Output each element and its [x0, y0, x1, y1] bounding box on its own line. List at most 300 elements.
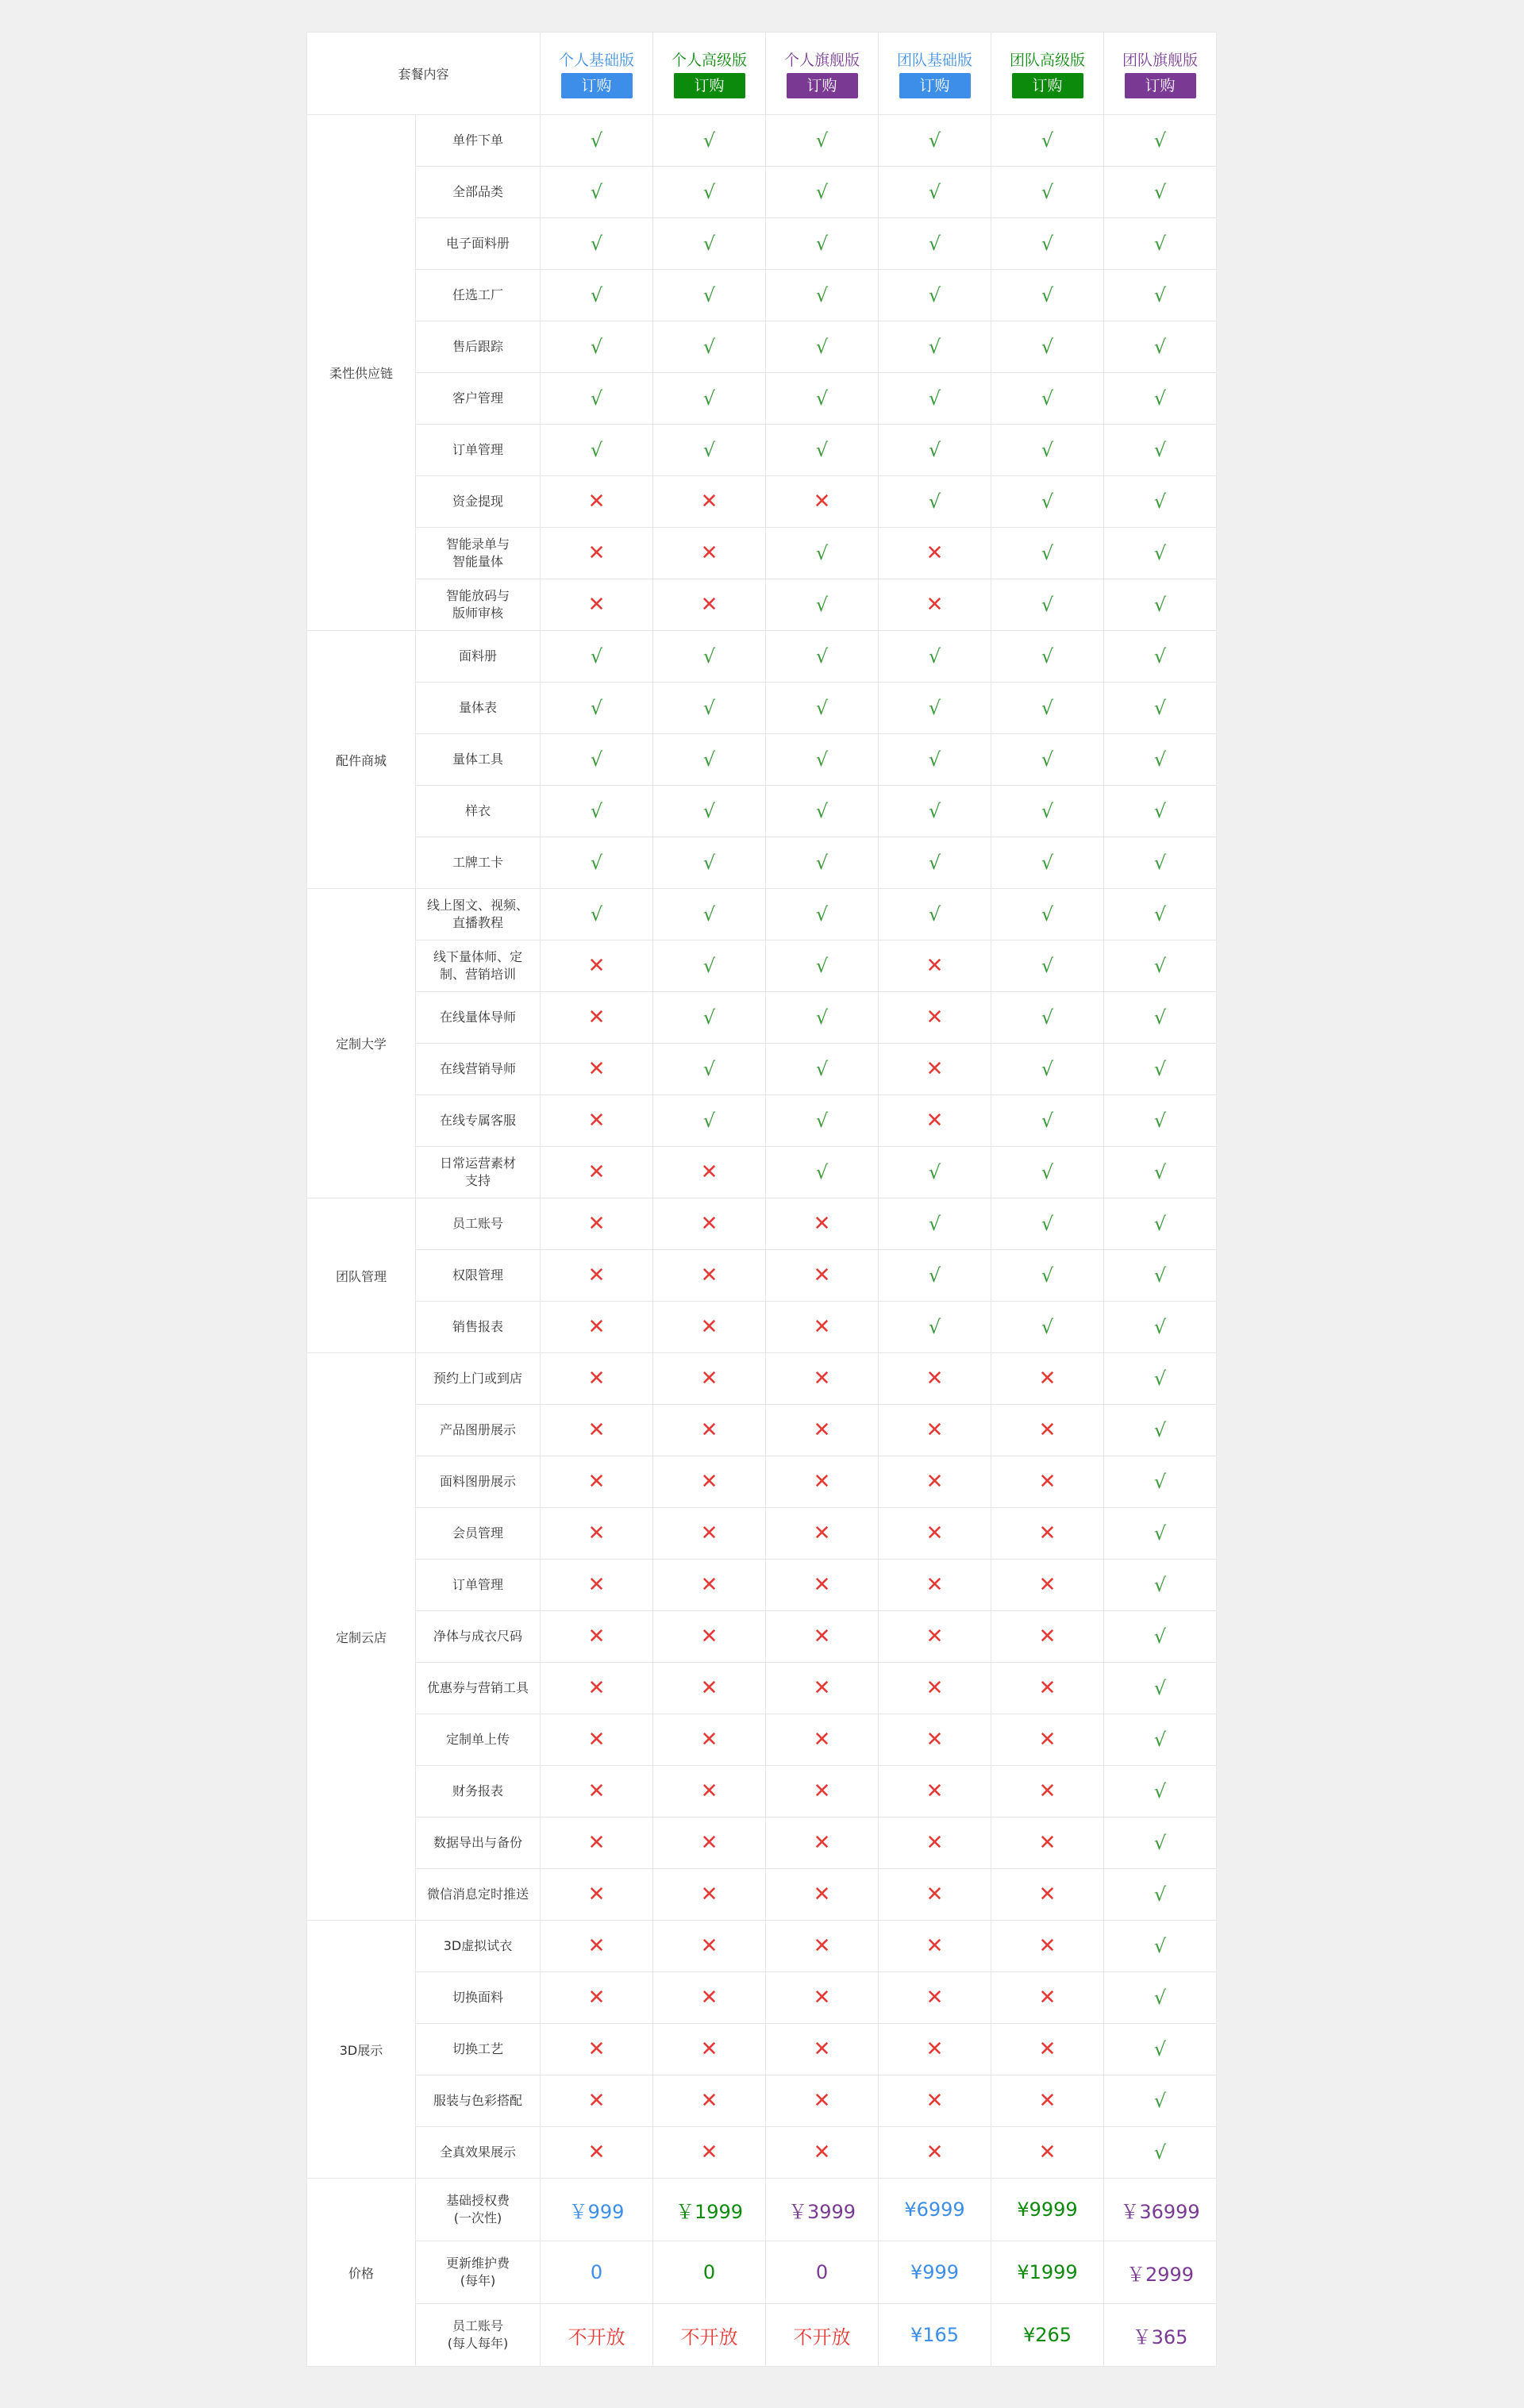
- check-icon: √: [815, 955, 829, 977]
- feature-cell: [1104, 476, 1217, 528]
- check-icon: √: [1153, 284, 1167, 306]
- check-icon: √: [1041, 748, 1054, 771]
- buy-button[interactable]: 订购: [787, 73, 858, 98]
- check-icon: √: [1153, 233, 1167, 255]
- feature-cell: [766, 2127, 879, 2179]
- feature-label: 全部品类: [416, 167, 541, 218]
- feature-cell: [653, 1560, 766, 1611]
- check-icon: √: [928, 1161, 941, 1183]
- feature-cell: [653, 683, 766, 734]
- check-icon: √: [815, 1058, 829, 1080]
- check-icon: √: [1041, 181, 1054, 203]
- feature-cell: [991, 1508, 1104, 1560]
- feature-cell: [766, 528, 879, 579]
- feature-cell: [653, 631, 766, 683]
- plan-name: 团队基础版: [897, 52, 973, 69]
- check-icon: √: [702, 129, 716, 152]
- cross-icon: ✕: [587, 2037, 606, 2061]
- check-icon: √: [928, 852, 941, 874]
- check-icon: √: [702, 800, 716, 822]
- feature-cell: [991, 1302, 1104, 1353]
- plan-header: [766, 33, 879, 115]
- feature-label: 量体工具: [416, 734, 541, 786]
- cross-icon: ✕: [587, 541, 606, 565]
- price-row: [307, 2304, 1217, 2367]
- feature-label: 电子面料册: [416, 218, 541, 270]
- cross-icon: ✕: [926, 1779, 944, 1803]
- feature-cell: [879, 1611, 991, 1663]
- feature-cell: [991, 425, 1104, 476]
- feature-cell: [653, 2024, 766, 2075]
- check-icon: √: [702, 1006, 716, 1029]
- table-row: [307, 425, 1217, 476]
- check-icon: √: [1153, 1471, 1167, 1493]
- cross-icon: ✕: [587, 1006, 606, 1029]
- check-icon: √: [1153, 903, 1167, 925]
- feature-label: 线上图文、视频、 直播教程: [416, 889, 541, 941]
- plan-name: 团队高级版: [1010, 52, 1086, 69]
- price-value: ¥165: [879, 2304, 991, 2367]
- cross-icon: ✕: [813, 2141, 831, 2164]
- feature-cell: [541, 1353, 653, 1405]
- feature-label: 样衣: [416, 786, 541, 837]
- check-icon: √: [590, 903, 603, 925]
- feature-cell: [653, 1972, 766, 2024]
- check-icon: √: [590, 697, 603, 719]
- check-icon: √: [702, 1058, 716, 1080]
- feature-cell: [1104, 270, 1217, 321]
- check-icon: √: [1153, 490, 1167, 513]
- cross-icon: ✕: [700, 2141, 718, 2164]
- feature-cell: [766, 837, 879, 889]
- cross-icon: ✕: [587, 1986, 606, 2010]
- feature-label: 产品图册展示: [416, 1405, 541, 1456]
- feature-cell: [991, 373, 1104, 425]
- plan-name: 个人旗舰版: [784, 52, 860, 69]
- feature-cell: [541, 992, 653, 1044]
- price-row: [307, 2241, 1217, 2304]
- feature-cell: [991, 167, 1104, 218]
- check-icon: √: [1041, 1213, 1054, 1235]
- cross-icon: ✕: [813, 1573, 831, 1597]
- plan-name: 团队旗舰版: [1122, 52, 1199, 69]
- cross-icon: ✕: [587, 1470, 606, 1494]
- cross-icon: ✕: [813, 1934, 831, 1958]
- cross-icon: ✕: [813, 1676, 831, 1700]
- price-value: ￥999: [541, 2179, 653, 2241]
- price-value: ¥6999: [879, 2179, 991, 2241]
- price-value: ¥999: [879, 2241, 991, 2304]
- feature-cell: [879, 579, 991, 631]
- feature-cell: [541, 941, 653, 992]
- check-icon: √: [1041, 1006, 1054, 1029]
- check-icon: √: [590, 387, 603, 410]
- check-icon: √: [815, 542, 829, 564]
- feature-cell: [541, 270, 653, 321]
- table-row: [307, 528, 1217, 579]
- feature-cell: [879, 1869, 991, 1921]
- price-value: ￥3999: [766, 2179, 879, 2241]
- check-icon: √: [702, 748, 716, 771]
- check-icon: √: [702, 645, 716, 667]
- feature-cell: [653, 1044, 766, 1095]
- feature-label: 在线营销导师: [416, 1044, 541, 1095]
- buy-button[interactable]: 订购: [561, 73, 633, 98]
- cross-icon: ✕: [700, 1212, 718, 1236]
- feature-label: 3D虚拟试衣: [416, 1921, 541, 1972]
- feature-cell: [1104, 1972, 1217, 2024]
- feature-cell: [991, 941, 1104, 992]
- cross-icon: ✕: [587, 1315, 606, 1339]
- cross-icon: ✕: [700, 1573, 718, 1597]
- check-icon: √: [928, 1264, 941, 1287]
- feature-cell: [1104, 321, 1217, 373]
- cross-icon: ✕: [1038, 1573, 1056, 1597]
- check-icon: √: [702, 1110, 716, 1132]
- feature-cell: [766, 579, 879, 631]
- feature-cell: [653, 1818, 766, 1869]
- feature-cell: [1104, 2024, 1217, 2075]
- feature-cell: [991, 1766, 1104, 1818]
- feature-cell: [541, 476, 653, 528]
- cross-icon: ✕: [1038, 1728, 1056, 1752]
- feature-cell: [1104, 1869, 1217, 1921]
- feature-cell: [879, 1714, 991, 1766]
- feature-cell: [766, 321, 879, 373]
- check-icon: √: [1153, 1264, 1167, 1287]
- feature-cell: [879, 115, 991, 167]
- price-value: 不开放: [653, 2304, 766, 2367]
- feature-cell: [653, 321, 766, 373]
- category-label: 价格: [307, 2179, 416, 2367]
- check-icon: √: [1153, 1316, 1167, 1338]
- check-icon: √: [1153, 1419, 1167, 1441]
- cross-icon: ✕: [813, 1367, 831, 1391]
- cross-icon: ✕: [1038, 1779, 1056, 1803]
- cross-icon: ✕: [587, 1831, 606, 1855]
- feature-cell: [653, 1302, 766, 1353]
- feature-cell: [1104, 786, 1217, 837]
- check-icon: √: [590, 439, 603, 461]
- check-icon: √: [1153, 1677, 1167, 1699]
- cross-icon: ✕: [813, 1521, 831, 1545]
- cross-icon: ✕: [926, 1934, 944, 1958]
- check-icon: √: [702, 284, 716, 306]
- cross-icon: ✕: [587, 1367, 606, 1391]
- check-icon: √: [1041, 1161, 1054, 1183]
- price-value: ¥265: [991, 2304, 1104, 2367]
- feature-cell: [1104, 889, 1217, 941]
- feature-cell: [541, 1766, 653, 1818]
- feature-cell: [653, 2127, 766, 2179]
- feature-cell: [1104, 167, 1217, 218]
- cross-icon: ✕: [587, 1934, 606, 1958]
- feature-cell: [991, 1714, 1104, 1766]
- feature-cell: [766, 1508, 879, 1560]
- feature-label: 订单管理: [416, 425, 541, 476]
- feature-cell: [541, 2075, 653, 2127]
- feature-cell: [766, 1766, 879, 1818]
- category-label: 柔性供应链: [307, 115, 416, 631]
- check-icon: √: [702, 697, 716, 719]
- feature-cell: [766, 889, 879, 941]
- cross-icon: ✕: [700, 1470, 718, 1494]
- feature-label: 财务报表: [416, 1766, 541, 1818]
- table-row: [307, 1405, 1217, 1456]
- feature-cell: [879, 1560, 991, 1611]
- cross-icon: ✕: [587, 1883, 606, 1906]
- feature-cell: [653, 167, 766, 218]
- feature-cell: [991, 683, 1104, 734]
- plan-comparison-table: [306, 32, 1217, 2367]
- check-icon: √: [1041, 439, 1054, 461]
- price-value: 0: [541, 2241, 653, 2304]
- check-icon: √: [1153, 2090, 1167, 2112]
- check-icon: √: [1153, 129, 1167, 152]
- feature-cell: [541, 167, 653, 218]
- feature-cell: [541, 218, 653, 270]
- check-icon: √: [590, 645, 603, 667]
- feature-label: 会员管理: [416, 1508, 541, 1560]
- table-row: [307, 476, 1217, 528]
- check-icon: √: [1153, 594, 1167, 616]
- feature-label: 基础授权费 (一次性): [416, 2179, 541, 2241]
- table-row: [307, 941, 1217, 992]
- feature-cell: [879, 1405, 991, 1456]
- feature-cell: [653, 270, 766, 321]
- feature-cell: [766, 476, 879, 528]
- price-value: ￥365: [1104, 2304, 1217, 2367]
- feature-cell: [653, 941, 766, 992]
- cross-icon: ✕: [700, 1883, 718, 1906]
- feature-cell: [1104, 941, 1217, 992]
- cross-icon: ✕: [587, 1728, 606, 1752]
- feature-cell: [879, 425, 991, 476]
- table-row: [307, 1198, 1217, 1250]
- check-icon: √: [1041, 645, 1054, 667]
- feature-label: 线下量体师、定 制、营销培训: [416, 941, 541, 992]
- cross-icon: ✕: [926, 1728, 944, 1752]
- feature-cell: [653, 889, 766, 941]
- feature-cell: [766, 1818, 879, 1869]
- feature-cell: [991, 786, 1104, 837]
- feature-cell: [1104, 1095, 1217, 1147]
- check-icon: √: [1153, 1987, 1167, 2009]
- table-row: [307, 1921, 1217, 1972]
- feature-cell: [1104, 1302, 1217, 1353]
- feature-cell: [1104, 1921, 1217, 1972]
- feature-label: 智能录单与 智能量体: [416, 528, 541, 579]
- feature-cell: [541, 1818, 653, 1869]
- check-icon: √: [815, 387, 829, 410]
- feature-cell: [766, 1560, 879, 1611]
- feature-cell: [879, 1147, 991, 1198]
- check-icon: √: [928, 181, 941, 203]
- feature-cell: [991, 1353, 1104, 1405]
- cross-icon: ✕: [700, 1728, 718, 1752]
- check-icon: √: [1041, 1058, 1054, 1080]
- check-icon: √: [1153, 800, 1167, 822]
- table-row: [307, 1508, 1217, 1560]
- feature-cell: [991, 1198, 1104, 1250]
- feature-cell: [766, 683, 879, 734]
- feature-cell: [991, 476, 1104, 528]
- check-icon: √: [928, 1213, 941, 1235]
- check-icon: √: [1041, 336, 1054, 358]
- check-icon: √: [1153, 1625, 1167, 1648]
- feature-label: 订单管理: [416, 1560, 541, 1611]
- check-icon: √: [928, 1316, 941, 1338]
- feature-cell: [991, 2075, 1104, 2127]
- feature-cell: [541, 889, 653, 941]
- cross-icon: ✕: [813, 1212, 831, 1236]
- cross-icon: ✕: [926, 1057, 944, 1081]
- cross-icon: ✕: [813, 1264, 831, 1287]
- feature-cell: [766, 2075, 879, 2127]
- feature-cell: [541, 373, 653, 425]
- feature-label: 员工账号: [416, 1198, 541, 1250]
- feature-cell: [991, 1663, 1104, 1714]
- feature-cell: [766, 1611, 879, 1663]
- plan-header: [879, 33, 991, 115]
- feature-cell: [541, 1611, 653, 1663]
- feature-label: 服装与色彩搭配: [416, 2075, 541, 2127]
- buy-button[interactable]: 订购: [1012, 73, 1083, 98]
- feature-cell: [653, 1663, 766, 1714]
- feature-cell: [879, 941, 991, 992]
- feature-cell: [991, 1560, 1104, 1611]
- check-icon: √: [815, 1110, 829, 1132]
- check-icon: √: [1153, 697, 1167, 719]
- feature-cell: [879, 321, 991, 373]
- table-row: [307, 167, 1217, 218]
- feature-cell: [653, 218, 766, 270]
- feature-label: 资金提现: [416, 476, 541, 528]
- check-icon: √: [590, 852, 603, 874]
- check-icon: √: [928, 490, 941, 513]
- table-row: [307, 1766, 1217, 1818]
- feature-cell: [1104, 1405, 1217, 1456]
- buy-button[interactable]: 订购: [674, 73, 745, 98]
- category-label: 3D展示: [307, 1921, 416, 2179]
- feature-cell: [766, 270, 879, 321]
- check-icon: √: [928, 387, 941, 410]
- cross-icon: ✕: [926, 541, 944, 565]
- check-icon: √: [815, 1161, 829, 1183]
- cross-icon: ✕: [926, 1883, 944, 1906]
- feature-cell: [991, 1611, 1104, 1663]
- cross-icon: ✕: [926, 1676, 944, 1700]
- cross-icon: ✕: [813, 1986, 831, 2010]
- feature-cell: [541, 1714, 653, 1766]
- plan-header: [541, 33, 653, 115]
- feature-cell: [879, 734, 991, 786]
- feature-cell: [653, 476, 766, 528]
- check-icon: √: [1041, 490, 1054, 513]
- feature-cell: [991, 1921, 1104, 1972]
- feature-cell: [541, 1456, 653, 1508]
- check-icon: √: [1153, 1780, 1167, 1802]
- check-icon: √: [1153, 1367, 1167, 1390]
- check-icon: √: [1041, 594, 1054, 616]
- feature-cell: [1104, 683, 1217, 734]
- cross-icon: ✕: [1038, 1418, 1056, 1442]
- check-icon: √: [702, 181, 716, 203]
- feature-cell: [879, 1972, 991, 2024]
- check-icon: √: [1153, 1110, 1167, 1132]
- check-icon: √: [815, 645, 829, 667]
- feature-cell: [653, 373, 766, 425]
- cross-icon: ✕: [926, 1470, 944, 1494]
- check-icon: √: [702, 955, 716, 977]
- feature-cell: [653, 1456, 766, 1508]
- check-icon: √: [815, 748, 829, 771]
- cross-icon: ✕: [587, 1573, 606, 1597]
- feature-cell: [879, 2127, 991, 2179]
- cross-icon: ✕: [926, 1109, 944, 1133]
- feature-cell: [991, 579, 1104, 631]
- feature-label: 净体与成衣尺码: [416, 1611, 541, 1663]
- feature-cell: [653, 734, 766, 786]
- buy-button[interactable]: 订购: [899, 73, 971, 98]
- feature-cell: [879, 528, 991, 579]
- price-value: ¥9999: [991, 2179, 1104, 2241]
- cross-icon: ✕: [926, 2037, 944, 2061]
- check-icon: √: [815, 1006, 829, 1029]
- check-icon: √: [1041, 387, 1054, 410]
- feature-cell: [653, 1250, 766, 1302]
- cross-icon: ✕: [813, 1831, 831, 1855]
- cross-icon: ✕: [587, 1521, 606, 1545]
- feature-label: 切换工艺: [416, 2024, 541, 2075]
- check-icon: √: [590, 284, 603, 306]
- cross-icon: ✕: [700, 2089, 718, 2113]
- feature-cell: [766, 1663, 879, 1714]
- cross-icon: ✕: [1038, 2141, 1056, 2164]
- check-icon: √: [1153, 439, 1167, 461]
- buy-button[interactable]: 订购: [1125, 73, 1196, 98]
- check-icon: √: [815, 852, 829, 874]
- cross-icon: ✕: [700, 2037, 718, 2061]
- plan-name: 个人基础版: [559, 52, 635, 69]
- feature-cell: [1104, 1147, 1217, 1198]
- feature-cell: [991, 1095, 1104, 1147]
- check-icon: √: [1041, 955, 1054, 977]
- table-row: [307, 786, 1217, 837]
- feature-cell: [766, 2024, 879, 2075]
- feature-cell: [653, 837, 766, 889]
- cross-icon: ✕: [587, 954, 606, 978]
- feature-cell: [653, 425, 766, 476]
- cross-icon: ✕: [700, 1521, 718, 1545]
- check-icon: √: [1153, 1883, 1167, 1906]
- cross-icon: ✕: [587, 1418, 606, 1442]
- check-icon: √: [815, 129, 829, 152]
- check-icon: √: [590, 336, 603, 358]
- category-label: 定制大学: [307, 889, 416, 1198]
- feature-cell: [879, 1250, 991, 1302]
- check-icon: √: [590, 181, 603, 203]
- cross-icon: ✕: [700, 1779, 718, 1803]
- feature-cell: [541, 115, 653, 167]
- feature-cell: [653, 1714, 766, 1766]
- check-icon: √: [590, 129, 603, 152]
- feature-cell: [653, 1766, 766, 1818]
- table-body: [307, 115, 1217, 2367]
- cross-icon: ✕: [700, 593, 718, 617]
- table-row: [307, 837, 1217, 889]
- check-icon: √: [815, 181, 829, 203]
